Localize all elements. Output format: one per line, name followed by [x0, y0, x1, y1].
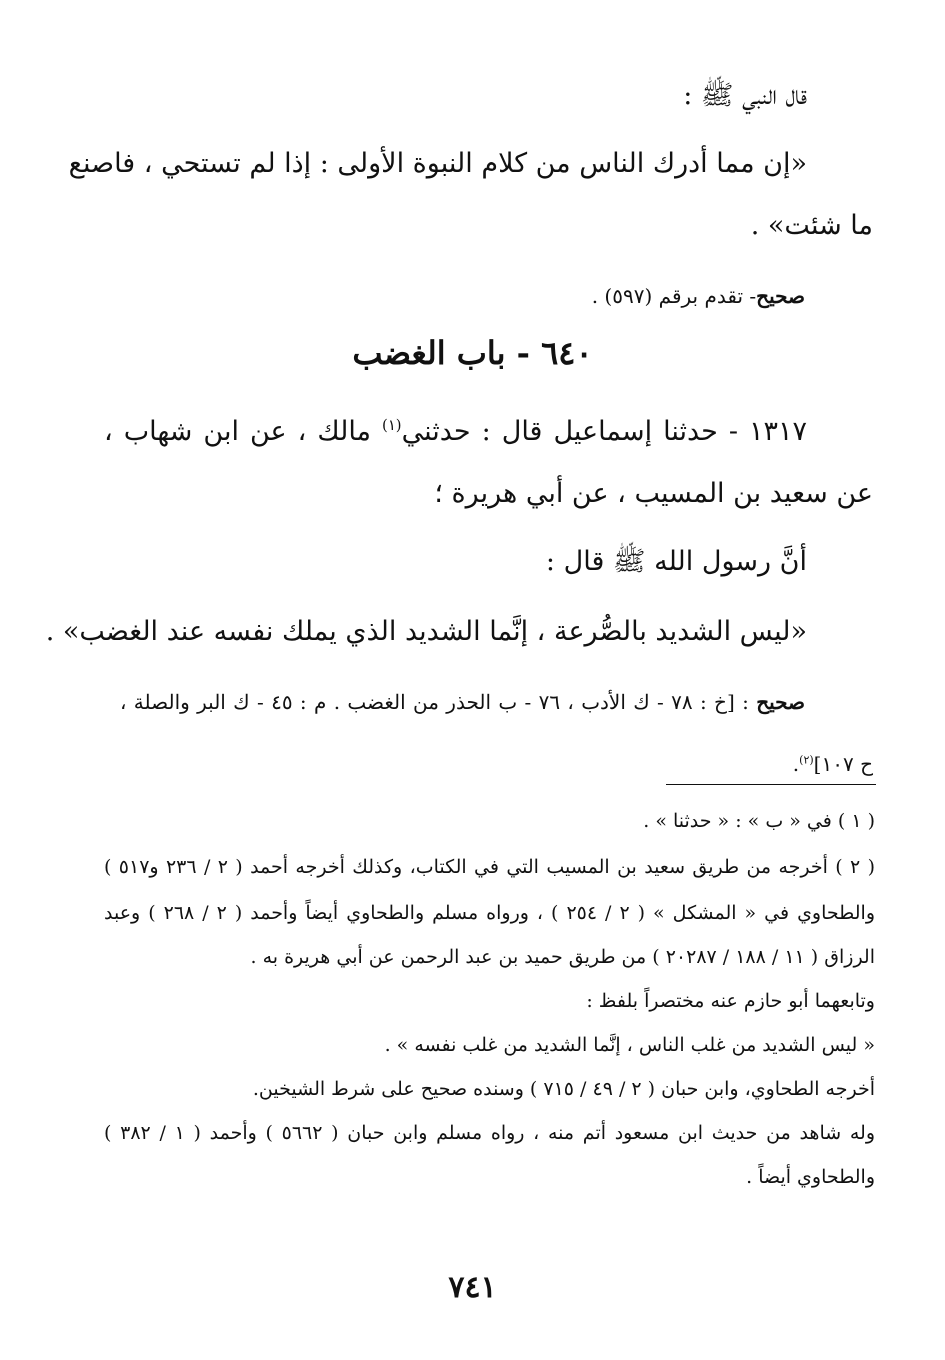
footnote-line: « ليس الشديد من غلب الناس ، إنَّما الشديد من غلب نفسه » .: [384, 1034, 875, 1056]
isnad-text: ١٣١٧ - حدثنا إسماعيل قال : حدثني: [401, 416, 807, 447]
isnad-line: عن سعيد بن المسيب ، عن أبي هريرة ؛: [434, 478, 873, 509]
hadith-text-line: «إن مما أدرك الناس من كلام النبوة الأولى : إذا لم تستحي ، فاصنع: [68, 148, 807, 179]
hadith-text-line: ما شئت» .: [750, 210, 873, 241]
grade-text: ح ١٠٧]: [813, 752, 873, 776]
grade-label: صحيح: [756, 284, 805, 308]
footnote-ref: (٢): [799, 753, 814, 767]
grade-text: - تقدم برقم (٥٩٧) .: [591, 284, 757, 308]
footnote-line: أخرجه الطحاوي، وابن حبان ( ٢ / ٤٩ / ٧١٥ ) وسنده صحيح على شرط الشيخين.: [252, 1078, 875, 1100]
footnote-line: والطحاوي في « المشكل » ( ٢ / ٢٥٤ ) ، ورواه مسلم والطحاوي أيضاً وأحمد ( ٢ / ٢٦٨ ) وعبد: [104, 902, 875, 924]
footnote-line: ( ١ ) في « ب » : « حدثنا » .: [643, 810, 875, 832]
footnote-ref: (١): [382, 416, 402, 434]
grade-text: .: [792, 752, 800, 776]
grade-line: [592, 284, 805, 308]
grade-line: [120, 690, 805, 714]
grade-label: صحيح: [756, 690, 806, 714]
grade-text: : [خ : ٧٨ - ك الأدب ، ٧٦ - ب الحذر من الغضب . م : ٤٥ - ك البر والصلة ،: [120, 690, 749, 714]
footnote-line: ( ٢ ) أخرجه من طريق سعيد بن المسيب التي في الكتاب، وكذلك أخرجه أحمد ( ٢ / ٢٣٦ و٥١٧ ): [104, 856, 876, 878]
matn-line: «ليس الشديد بالصُّرعة ، إنَّما الشديد الذي يملك نفسه عند الغضب» .: [45, 616, 807, 647]
isnad-line: [104, 416, 807, 447]
page-number: ٧٤١: [448, 1270, 497, 1305]
grade-line: [793, 752, 873, 776]
chapter-heading: ٦٤٠ - باب الغضب: [352, 334, 593, 372]
footnote-line: وله شاهد من حديث ابن مسعود أتم منه ، رواه مسلم وابن حبان ( ٥٦٦٢ ) وأحمد ( ١ / ٣٨٢ ): [104, 1122, 876, 1144]
isnad-text: مالك ، عن ابن شهاب ،: [104, 416, 383, 447]
speaker-line: أنَّ رسول الله ﷺ قال :: [545, 546, 807, 577]
speaker-line: قال النبي ﷺ :: [683, 80, 807, 111]
footnote-separator: [666, 784, 876, 785]
footnote-line: والطحاوي أيضاً .: [746, 1166, 875, 1188]
footnote-line: الرزاق ( ١١ / ١٨٨ / ٢٠٢٨٧ ) من طريق حميد بن عبد الرحمن عن أبي هريرة به .: [250, 946, 875, 968]
footnote-line: وتابعهما أبو حازم عنه مختصراً بلفظ :: [586, 990, 875, 1012]
